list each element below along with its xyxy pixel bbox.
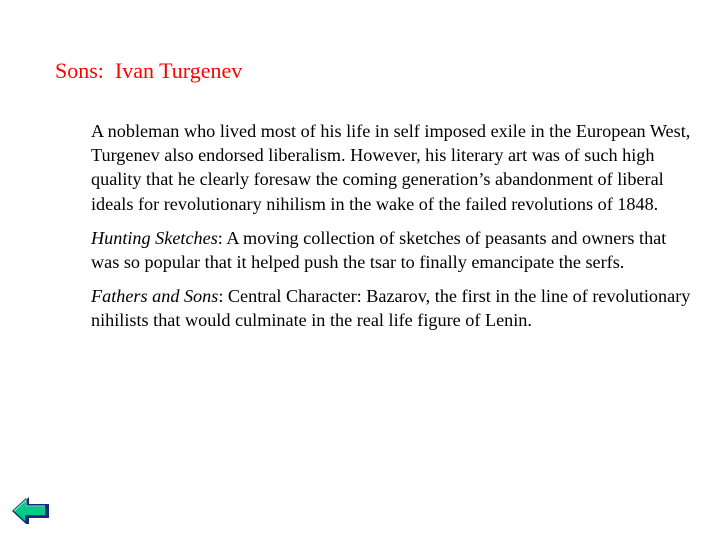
book-title-hunting-sketches: Hunting Sketches [91, 227, 218, 248]
paragraph-hunting-sketches-text: : A moving collection of sketches of peasants and owners that was so popular that it helped push the tsar to finally emancipate the serfs. [91, 227, 667, 273]
slide-body [91, 119, 691, 343]
book-title-fathers-and-sons: Fathers and Sons [91, 286, 219, 307]
paragraph-hunting-sketches [91, 226, 691, 274]
paragraph-fathers-and-sons-text: : Central Character: Bazarov, the first in the line of revolutionary nihilists that would culminate in the real life figure of Lenin. [91, 286, 691, 331]
slide-title: Sons: Ivan Turgenev [55, 58, 243, 83]
left-arrow-icon [12, 497, 50, 525]
back-button[interactable] [12, 497, 50, 525]
paragraph-intro-text: A nobleman who lived most of his life in self imposed exile in the European West, Turgenev also endorsed liberalism. However, his literary art was of such high quality that he clearly foresaw the coming generation’s abandonment of liberal ideals for revolutionary nihilism in the wake of the failed revolutions of 1848. [91, 121, 691, 214]
paragraph-fathers-and-sons [91, 284, 691, 332]
paragraph-intro [91, 119, 691, 216]
